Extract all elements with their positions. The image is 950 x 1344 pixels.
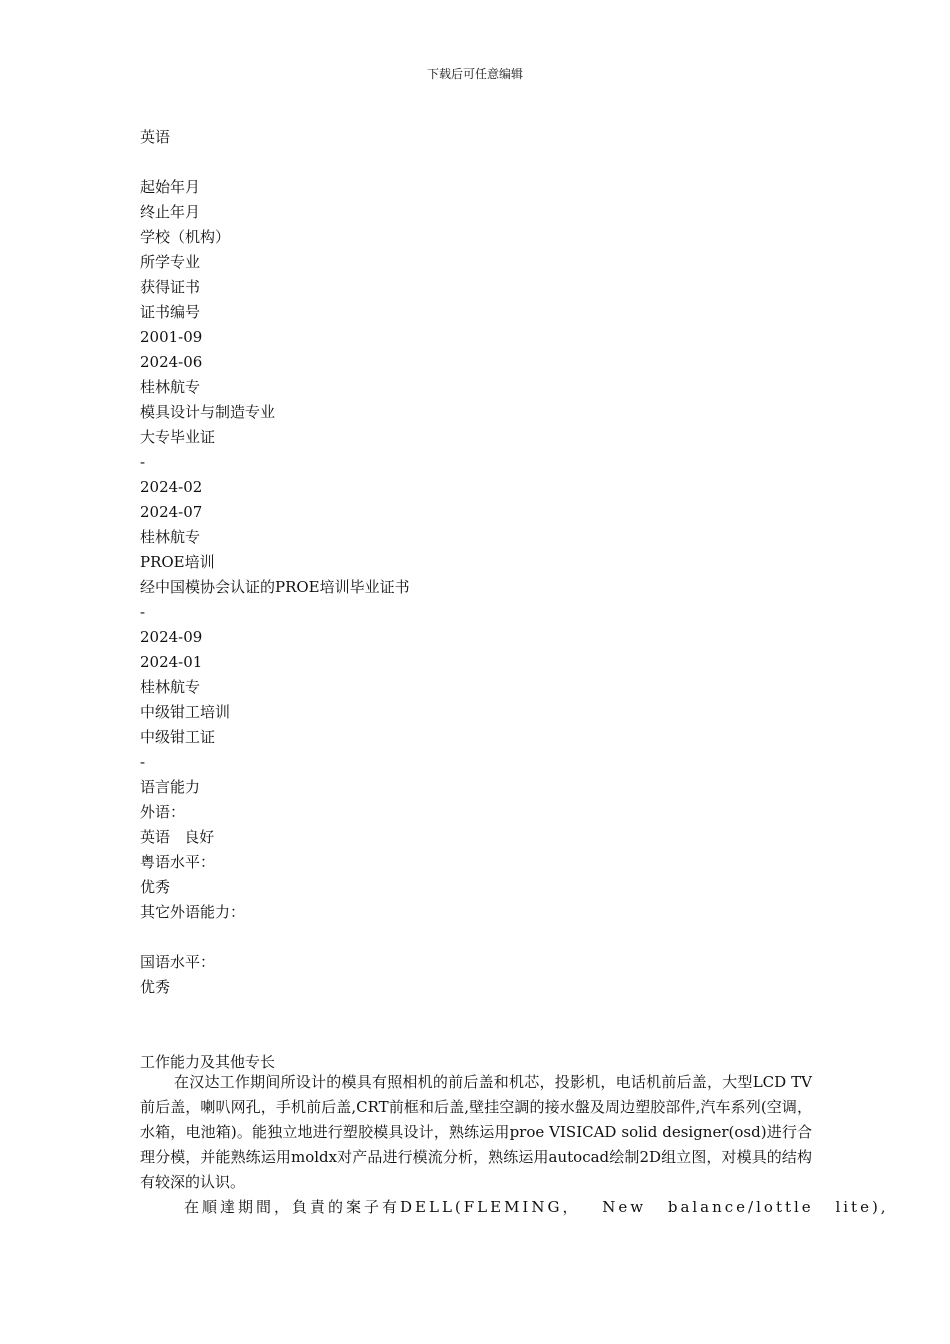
text-line [140, 1000, 820, 1025]
shunda-paragraph: 在順達期間，負責的案子有DELL(FLEMING， New balance/lottle lite), [184, 1198, 889, 1216]
page-header-note: 下载后可任意编辑 [426, 67, 523, 81]
text-line: - [140, 453, 146, 471]
text-line: 获得证书 [140, 278, 201, 296]
text-line: 证书编号 [140, 303, 201, 321]
text-line: 国语水平： [140, 953, 216, 971]
text-line: 其它外语能力： [140, 903, 246, 921]
text-line: 2001-09 [140, 328, 203, 346]
resume-lines [140, 125, 820, 1075]
text-line: 2024-09 [140, 628, 203, 646]
text-line: 语言能力 [140, 778, 201, 796]
text-line: 终止年月 [140, 203, 201, 221]
text-line: 优秀 [140, 978, 171, 996]
text-line: 桂林航专 [140, 528, 201, 546]
text-line [140, 150, 820, 175]
text-line: 起始年月 [140, 178, 201, 196]
text-line: 中级钳工培训 [140, 703, 231, 721]
text-line: 英语 良好 [140, 828, 215, 846]
text-line [140, 1025, 820, 1050]
text-line: 所学专业 [140, 253, 201, 271]
text-line: PROE培训 [140, 553, 215, 571]
text-line: 桂林航专 [140, 378, 201, 396]
text-line: 粤语水平： [140, 853, 216, 871]
text-line: 模具设计与制造专业 [140, 403, 276, 421]
text-line: - [140, 753, 146, 771]
text-line: 学校（机构） [140, 228, 231, 246]
text-line: 经中国模协会认证的PROE培训毕业证书 [140, 578, 410, 596]
text-line: 2024-01 [140, 653, 203, 671]
text-line: 优秀 [140, 878, 171, 896]
text-line: 外语： [140, 803, 186, 821]
text-line: 英语 [140, 128, 171, 146]
text-line: 大专毕业证 [140, 428, 216, 446]
text-line: 2024-02 [140, 478, 203, 496]
section-heading-skills: 工作能力及其他专长 [140, 1053, 276, 1071]
text-line: 中级钳工证 [140, 728, 216, 746]
text-line: - [140, 603, 146, 621]
text-line: 桂林航专 [140, 678, 201, 696]
skills-paragraph: 在汉达工作期间所设计的模具有照相机的前后盖和机芯，投影机，电话机前后盖，大型LCD TV前后盖，喇叭网孔，手机前后盖,CRT前框和后盖,壁挂空調的接水盤及周边塑胶部件,汽车系列(空调，水箱，电池箱)。能独立地进行塑胶模具设计，熟练运用proe VISICAD solid designer(osd)进行合理分模，并能熟练运用moldx对产品进行模流分析，熟练运用autocad绘制2D组立图，对模具的结构有较深的认识。 [140, 1073, 812, 1191]
text-line: 2024-06 [140, 353, 203, 371]
text-line [140, 925, 820, 950]
text-line: 2024-07 [140, 503, 203, 521]
